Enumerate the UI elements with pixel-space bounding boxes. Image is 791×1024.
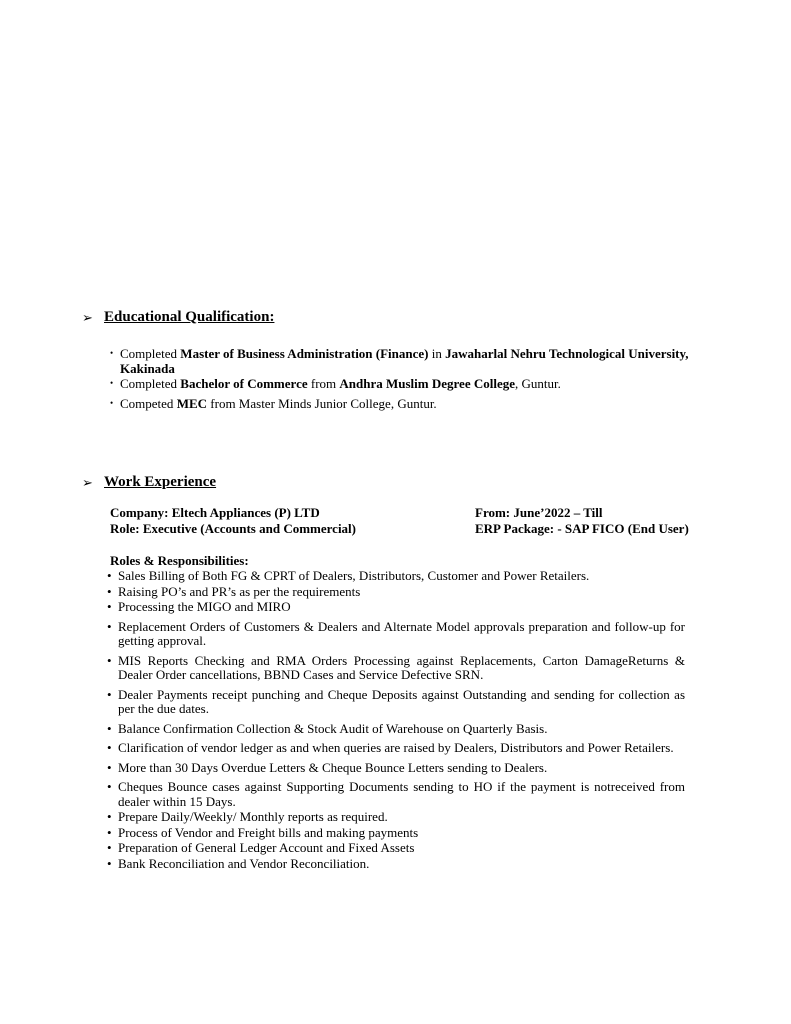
job-role: Role: Executive (Accounts and Commercial): [110, 521, 356, 536]
list-item: • Sales Billing of Both FG & CPRT of Dealers, Distributors, Customer and Power Retailers.: [107, 568, 590, 583]
list-item: • Bank Reconciliation and Vendor Reconciliation.: [107, 855, 370, 871]
list-item: • Clarification of vendor ledger as and when queries are raised by Dealers, Distributors and Power Retailers.: [107, 740, 674, 755]
list-item: • Completed Bachelor of Commerce from Andhra Muslim Degree College, Guntur.: [110, 376, 561, 391]
arrow-bullet-icon: ➢: [82, 309, 93, 325]
bullet-icon: •: [107, 568, 112, 583]
list-item: • MIS Reports Checking and RMA Orders Processing against Replacements, Carton DamageReturns & Dealer Order cancellations, BBND Cases and Service Defective SRN.: [107, 652, 685, 682]
work-heading-text: Work Experience: [104, 474, 217, 490]
bullet-icon: •: [107, 809, 112, 824]
employment-period: From: June’2022 – Till: [475, 505, 603, 520]
company-name: Company: Eltech Appliances (P) LTD: [110, 505, 320, 520]
bullet-icon: •: [107, 599, 112, 614]
bullet-icon: •: [110, 378, 114, 388]
work-heading: [82, 474, 216, 491]
roles-heading: Roles & Responsibilities:: [110, 553, 249, 568]
bullet-icon: •: [107, 855, 112, 871]
list-item: • More than 30 Days Overdue Letters & Cheque Bounce Letters sending to Dealers.: [107, 759, 548, 775]
list-item: • Dealer Payments receipt punching and Cheque Deposits against Outstanding and sending for collection as per the due dates.: [107, 686, 685, 716]
bullet-icon: •: [107, 779, 112, 794]
bullet-icon: •: [107, 840, 112, 855]
arrow-bullet-icon: ➢: [82, 474, 93, 490]
list-item: • Completed Master of Business Administration (Finance) in Jawaharlal Nehru Technological University, Kakinada: [110, 346, 689, 376]
erp-package: ERP Package: - SAP FICO (End User): [475, 521, 689, 536]
list-item: • Balance Confirmation Collection & Stock Audit of Warehouse on Quarterly Basis.: [107, 720, 548, 736]
responsibility-list: [107, 569, 685, 871]
bullet-icon: •: [110, 398, 114, 408]
company-details: [110, 505, 715, 537]
bullet-icon: •: [107, 740, 112, 755]
bullet-icon: •: [107, 759, 112, 775]
bullet-icon: •: [107, 652, 112, 668]
education-heading-text: Educational Qualification:: [104, 309, 275, 325]
list-item: • Process of Vendor and Freight bills and making payments: [107, 824, 419, 840]
list-item: • Raising PO’s and PR’s as per the requirements: [107, 583, 361, 599]
list-item: • Processing the MIGO and MIRO: [107, 599, 291, 614]
bullet-icon: •: [107, 583, 112, 599]
bullet-icon: •: [107, 618, 112, 634]
list-item: • Prepare Daily/Weekly/ Monthly reports as required.: [107, 809, 388, 824]
list-item: • Competed MEC from Master Minds Junior College, Guntur.: [110, 396, 437, 411]
list-item: • Cheques Bounce cases against Supporting Documents sending to HO if the payment is notreceived from dealer within 15 Days.: [107, 779, 685, 809]
bullet-icon: •: [107, 720, 112, 736]
list-item: • Preparation of General Ledger Account and Fixed Assets: [107, 840, 415, 855]
education-heading: [82, 309, 274, 326]
list-item: • Replacement Orders of Customers & Dealers and Alternate Model approvals preparation and follow-up for getting approval.: [107, 618, 685, 648]
education-list: [110, 346, 730, 411]
bullet-icon: •: [110, 348, 114, 358]
bullet-icon: •: [107, 824, 112, 840]
bullet-icon: •: [107, 686, 112, 702]
